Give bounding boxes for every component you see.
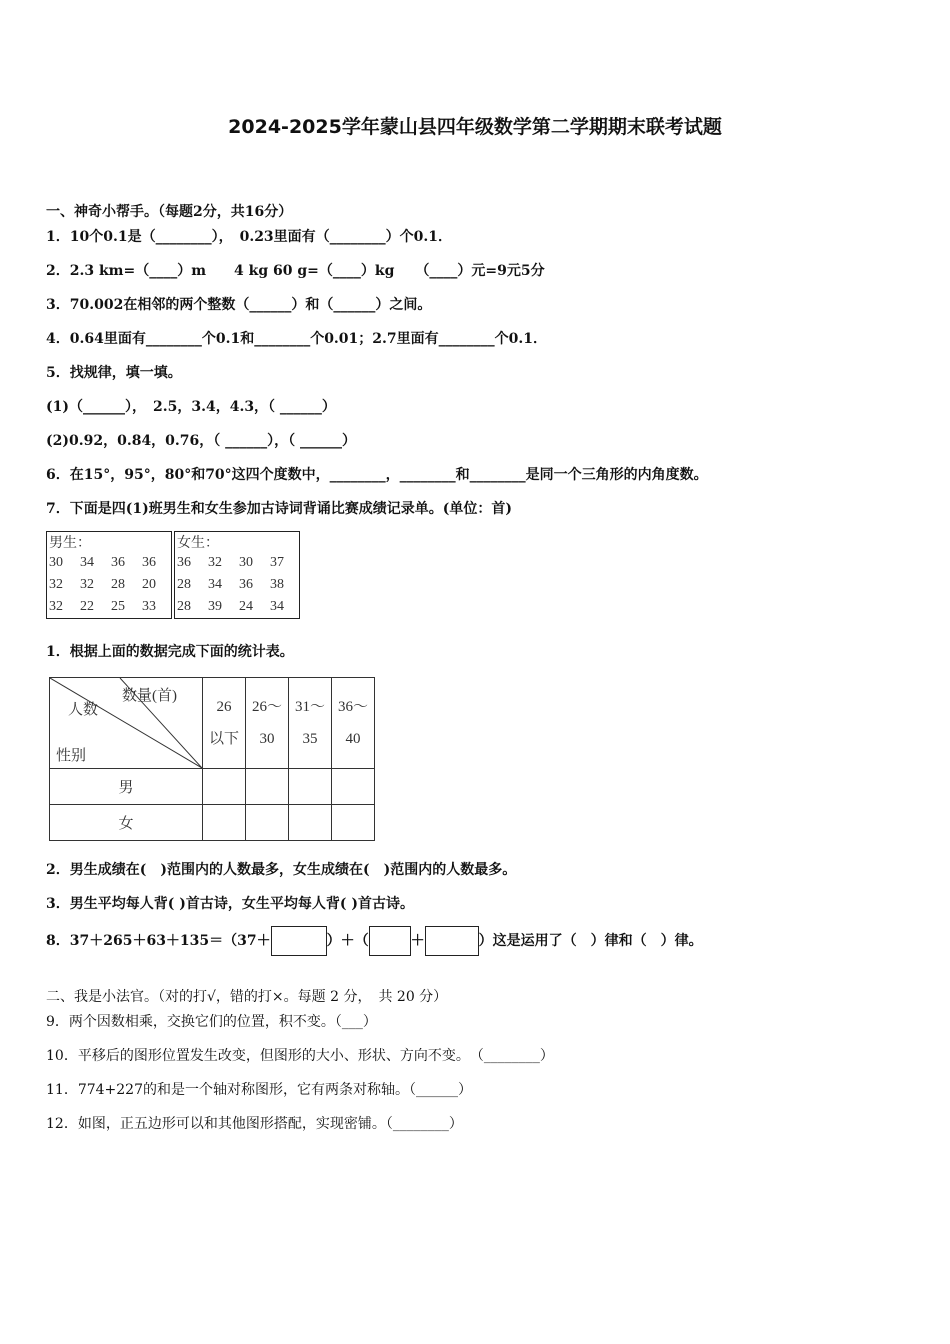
question-7-part-2: 2．男生成绩在( )范围内的人数最多，女生成绩在( )范围内的人数最多。 <box>46 862 517 878</box>
question-8-lead: 8．37＋265＋63＋135＝（37＋ <box>46 933 271 949</box>
row-header-boys: 男 <box>50 769 203 805</box>
column-header: 36～ 40 <box>332 678 375 769</box>
answer-box[interactable] <box>425 926 479 956</box>
question-5-part-1: (1)（______）， 2.5，3.4，4.3，（ ______） <box>46 399 336 415</box>
boys-scores <box>47 532 171 618</box>
answer-box[interactable] <box>369 926 411 956</box>
score-cell: 30 <box>239 555 253 570</box>
girls-label: 女生： <box>177 536 219 551</box>
score-cell: 34 <box>80 555 94 570</box>
answer-cell[interactable] <box>203 805 246 841</box>
section-1-heading: 一、神奇小帮手。（每题2分，共16分） <box>46 204 293 220</box>
answer-cell[interactable] <box>289 805 332 841</box>
score-cell: 36 <box>177 555 191 570</box>
answer-cell[interactable] <box>289 769 332 805</box>
question-12: 12．如图，正五边形可以和其他图形搭配，实现密铺。（________） <box>46 1116 463 1132</box>
score-cell: 36 <box>142 555 156 570</box>
column-header: 26 以下 <box>203 678 246 769</box>
question-5-part-2: (2)0.92，0.84，0.76，（ ______），（ ______） <box>46 433 357 449</box>
score-cell: 32 <box>80 577 94 592</box>
score-cell: 36 <box>239 577 253 592</box>
score-cell: 22 <box>80 599 94 614</box>
answer-cell[interactable] <box>203 769 246 805</box>
question-2: 2．2.3 km=（____）m 4 kg 60 g=（____）kg （____）元=9元5分 <box>46 263 545 279</box>
question-3: 3．70.002在相邻的两个整数（______）和（______）之间。 <box>46 297 432 313</box>
score-cell: 28 <box>177 599 191 614</box>
column-header: 31～ 35 <box>289 678 332 769</box>
score-cell: 37 <box>270 555 284 570</box>
header-gender-label: 性别 <box>56 748 87 764</box>
question-8-mid: ）＋（ <box>326 933 369 949</box>
score-cell: 33 <box>142 599 156 614</box>
question-8-plus: ＋ <box>410 933 425 949</box>
diagonal-header-cell <box>50 678 202 768</box>
question-1: 1．10个0.1是（________）， 0.23里面有（________）个0.1． <box>46 229 453 245</box>
score-record-table <box>46 531 300 619</box>
question-10: 10．平移后的图形位置发生改变，但图形的大小、形状、方向不变。 （________） <box>46 1048 554 1064</box>
question-6: 6．在15°，95°，80°和70°这四个度数中，________，________和________是同一个三角形的内角度数。 <box>46 467 708 483</box>
answer-cell[interactable] <box>332 769 375 805</box>
header-quantity-label: 数量(首) <box>122 688 177 704</box>
header-count-label: 人数 <box>68 702 99 718</box>
page-title: 2024-2025学年蒙山县四年级数学第二学期期末联考试题 <box>228 116 722 138</box>
question-7-part-3: 3．男生平均每人背( )首古诗，女生平均每人背( )首古诗。 <box>46 896 414 912</box>
answer-cell[interactable] <box>246 805 289 841</box>
score-cell: 34 <box>208 577 222 592</box>
score-cell: 25 <box>111 599 125 614</box>
column-header: 26～ 30 <box>246 678 289 769</box>
girls-scores <box>175 532 299 618</box>
score-cell: 39 <box>208 599 222 614</box>
score-cell: 34 <box>270 599 284 614</box>
answer-cell[interactable] <box>246 769 289 805</box>
score-cell: 38 <box>270 577 284 592</box>
row-header-girls: 女 <box>50 805 203 841</box>
section-2-heading: 二、我是小法官。（对的打√，错的打×。每题 2 分， 共 20 分） <box>46 989 448 1005</box>
score-cell: 30 <box>49 555 63 570</box>
question-11: 11．774+227的和是一个轴对称图形，它有两条对称轴。（______） <box>46 1082 472 1098</box>
answer-cell[interactable] <box>332 805 375 841</box>
score-cell: 20 <box>142 577 156 592</box>
question-5: 5．找规律，填一填。 <box>46 365 182 381</box>
question-9: 9．两个因数相乘，交换它们的位置，积不变。（___） <box>46 1014 377 1030</box>
answer-box[interactable] <box>271 926 327 956</box>
question-4: 4．0.64里面有________个0.1和________个0.01；2.7里面有________个0.1． <box>46 331 548 347</box>
question-7: 7．下面是四(1)班男生和女生参加古诗词背诵比赛成绩记录单。(单位：首) <box>46 501 512 517</box>
score-cell: 24 <box>239 599 253 614</box>
question-8-tail: ）这是运用了（ ）律和（ ）律。 <box>478 933 703 949</box>
boys-label: 男生： <box>49 536 91 551</box>
score-cell: 32 <box>208 555 222 570</box>
question-7-part-1: 1．根据上面的数据完成下面的统计表。 <box>46 644 294 660</box>
score-cell: 28 <box>177 577 191 592</box>
score-cell: 36 <box>111 555 125 570</box>
score-cell: 32 <box>49 599 63 614</box>
score-cell: 28 <box>111 577 125 592</box>
question-8 <box>46 925 703 957</box>
statistics-table <box>49 677 375 841</box>
score-cell: 32 <box>49 577 63 592</box>
